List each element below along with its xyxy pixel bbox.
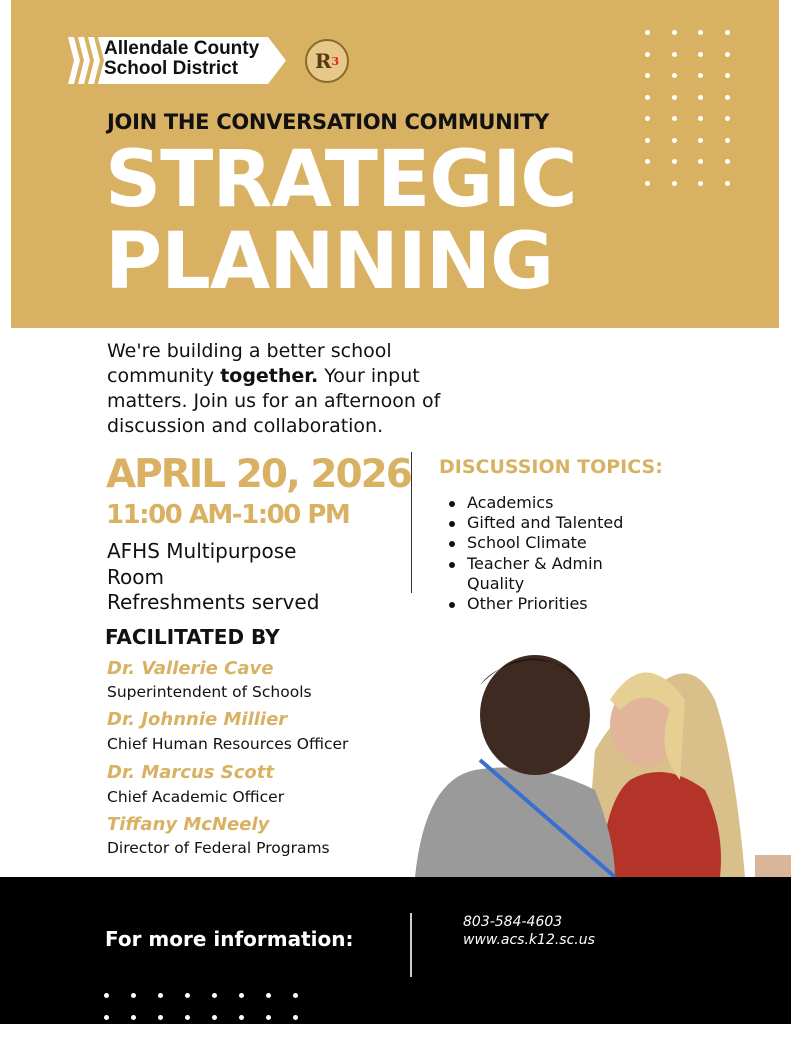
list-item: Academics [445, 493, 645, 513]
intro-text-end: Your input matters. Join us for an afternoon of discussion and collaboration. [107, 365, 441, 437]
venue-line1: AFHS Multipurpose [107, 539, 297, 563]
dot [239, 993, 244, 998]
title-line1: STRATEGIC [105, 135, 577, 225]
dot [698, 73, 703, 78]
kicker-heading: JOIN THE CONVERSATION COMMUNITY [107, 110, 549, 134]
dot [645, 30, 650, 35]
dot [131, 993, 136, 998]
dot [293, 1015, 298, 1020]
dot [645, 181, 650, 186]
dot [293, 993, 298, 998]
dot [212, 993, 217, 998]
dot [185, 993, 190, 998]
dot [645, 138, 650, 143]
dot [725, 52, 730, 57]
website-link[interactable]: www.acs.k12.sc.us [463, 932, 595, 948]
facilitator-title: Chief Academic Officer [107, 788, 285, 806]
facilitator-title: Director of Federal Programs [107, 839, 330, 857]
list-item: Gifted and Talented [445, 513, 645, 533]
district-name-line1: Allendale County [104, 38, 260, 59]
topics-list [445, 493, 645, 614]
dot [725, 181, 730, 186]
facilitator-title: Superintendent of Schools [107, 683, 312, 701]
dot [698, 181, 703, 186]
facilitators-heading: FACILITATED BY [105, 625, 280, 649]
dot [672, 181, 677, 186]
decorative-dot-grid [645, 30, 752, 202]
dot [645, 116, 650, 121]
dot [672, 138, 677, 143]
dot [212, 1015, 217, 1020]
contact-info [463, 913, 595, 949]
dot [672, 116, 677, 121]
facilitator-name: Dr. Marcus Scott [107, 762, 274, 783]
district-name-line2: School District [104, 58, 239, 79]
intro-text: We're building a better school community [107, 340, 392, 387]
dot [725, 30, 730, 35]
dot [672, 159, 677, 164]
dot [645, 95, 650, 100]
event-time: 11:00 AM-1:00 PM [106, 500, 350, 530]
dot [725, 116, 730, 121]
dot [672, 73, 677, 78]
facilitator-title: Chief Human Resources Officer [107, 735, 349, 753]
dot [131, 1015, 136, 1020]
dot [185, 1015, 190, 1020]
dot [104, 993, 109, 998]
facilitator-name: Tiffany McNeely [107, 814, 270, 835]
dot [672, 95, 677, 100]
dot [158, 993, 163, 998]
topics-heading: DISCUSSION TOPICS: [439, 456, 663, 478]
event-date: APRIL 20, 2026 [106, 452, 411, 497]
dot [239, 1015, 244, 1020]
phone-number: 803-584-4603 [463, 914, 563, 930]
dot [645, 52, 650, 57]
divider [411, 452, 412, 593]
intro-bold: together. [220, 365, 319, 387]
dot [698, 30, 703, 35]
list-item: Other Priorities [445, 594, 645, 614]
dot [725, 73, 730, 78]
dot [698, 95, 703, 100]
intro-paragraph [107, 339, 477, 439]
more-info-label: For more information: [105, 927, 354, 951]
dot [645, 159, 650, 164]
dot [698, 159, 703, 164]
facilitator-name: Dr. Vallerie Cave [107, 658, 274, 679]
dot [672, 30, 677, 35]
dot [725, 95, 730, 100]
list-item: Teacher & Admin Quality [445, 554, 615, 594]
venue-line2: Room [107, 564, 164, 589]
dot [266, 993, 271, 998]
list-item: School Climate [445, 533, 645, 553]
title-line2: PLANNING [105, 217, 554, 307]
dot [725, 138, 730, 143]
dot [698, 52, 703, 57]
facilitator-name: Dr. Johnnie Millier [107, 709, 288, 730]
event-photo [415, 640, 791, 877]
dot [158, 1015, 163, 1020]
dot [104, 1015, 109, 1020]
divider [410, 913, 412, 977]
district-name [104, 39, 259, 79]
dot [698, 138, 703, 143]
event-venue [107, 539, 319, 616]
decorative-dot-grid [104, 993, 320, 1037]
dot [698, 116, 703, 121]
dot [266, 1015, 271, 1020]
dot [645, 73, 650, 78]
district-seal-icon: R 3 [305, 39, 349, 83]
dot [725, 159, 730, 164]
dot [672, 52, 677, 57]
refreshments-note: Refreshments served [107, 590, 320, 614]
